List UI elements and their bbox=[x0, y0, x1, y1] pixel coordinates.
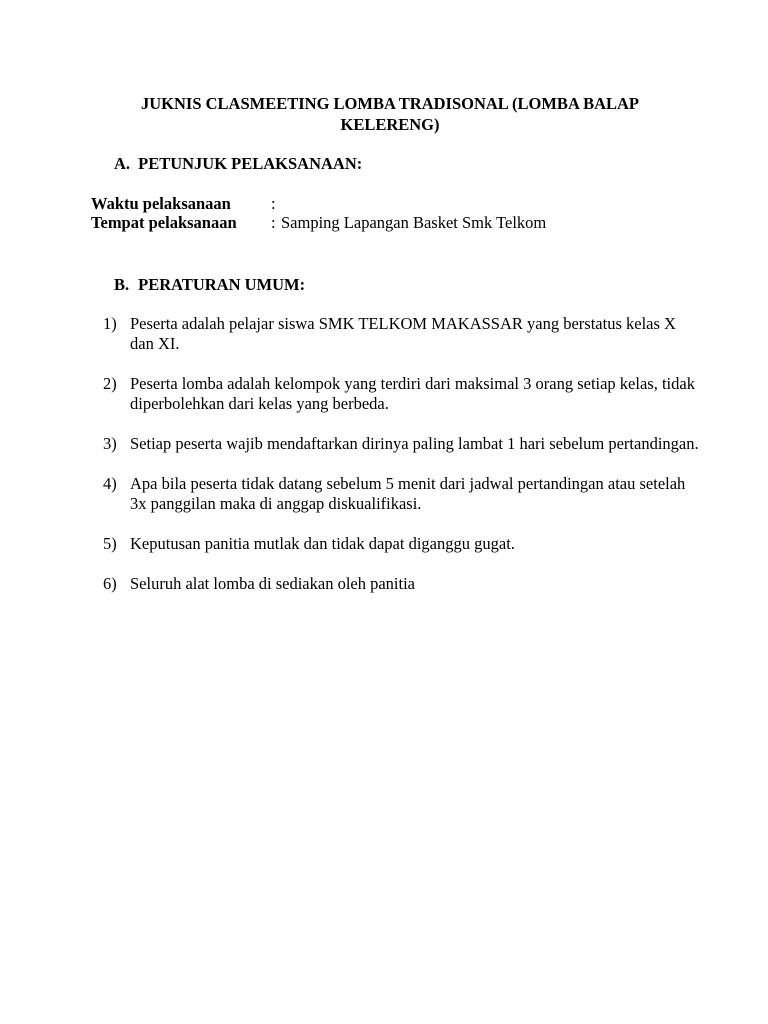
rule-text: Setiap peserta wajib mendaftarkan dirinya paling lambat 1 hari sebelum pertandingan. bbox=[130, 434, 699, 453]
info-row-waktu bbox=[91, 194, 281, 214]
rule-item-2 bbox=[103, 374, 703, 414]
info-label-tempat: Tempat pelaksanaan bbox=[91, 213, 237, 232]
info-row-tempat bbox=[91, 213, 546, 233]
section-a-title: PETUNJUK PELAKSANAAN: bbox=[138, 154, 363, 173]
rule-text: Keputusan panitia mutlak dan tidak dapat diganggu gugat. bbox=[130, 534, 515, 553]
rule-item-4 bbox=[103, 474, 703, 514]
rule-number: 2) bbox=[103, 374, 117, 393]
rule-item-5 bbox=[103, 534, 703, 554]
rule-text: Apa bila peserta tidak datang sebelum 5 menit dari jadwal pertandingan atau setelah 3x panggilan maka di anggap diskualifikasi. bbox=[130, 474, 686, 513]
rule-number: 4) bbox=[103, 474, 117, 493]
document-title: JUKNIS CLASMEETING LOMBA TRADISONAL (LOMBA BALAP KELERENG) bbox=[141, 94, 639, 134]
section-a-heading bbox=[114, 154, 362, 174]
section-a-number: A. bbox=[114, 154, 131, 173]
section-b-number: B. bbox=[114, 275, 130, 294]
rule-item-6 bbox=[103, 574, 703, 594]
info-value-tempat: Samping Lapangan Basket Smk Telkom bbox=[281, 213, 547, 232]
rule-item-3 bbox=[103, 434, 703, 454]
rules-list bbox=[103, 314, 703, 614]
rule-item-1 bbox=[103, 314, 703, 354]
rule-text: Seluruh alat lomba di sediakan oleh panitia bbox=[130, 574, 416, 593]
rule-number: 6) bbox=[103, 574, 117, 593]
info-separator-tempat: : bbox=[271, 213, 276, 232]
rule-number: 1) bbox=[103, 314, 117, 333]
info-label-waktu: Waktu pelaksanaan bbox=[91, 194, 231, 213]
rule-number: 5) bbox=[103, 534, 117, 553]
info-separator-waktu: : bbox=[271, 194, 276, 213]
rule-number: 3) bbox=[103, 434, 117, 453]
rule-text: Peserta lomba adalah kelompok yang terdiri dari maksimal 3 orang setiap kelas, tidak diperbolehkan dari kelas yang berbeda. bbox=[130, 374, 695, 413]
rule-text: Peserta adalah pelajar siswa SMK TELKOM MAKASSAR yang berstatus kelas X dan XI. bbox=[130, 314, 676, 353]
section-b-title: PERATURAN UMUM: bbox=[138, 275, 306, 294]
section-b-heading bbox=[114, 275, 305, 295]
